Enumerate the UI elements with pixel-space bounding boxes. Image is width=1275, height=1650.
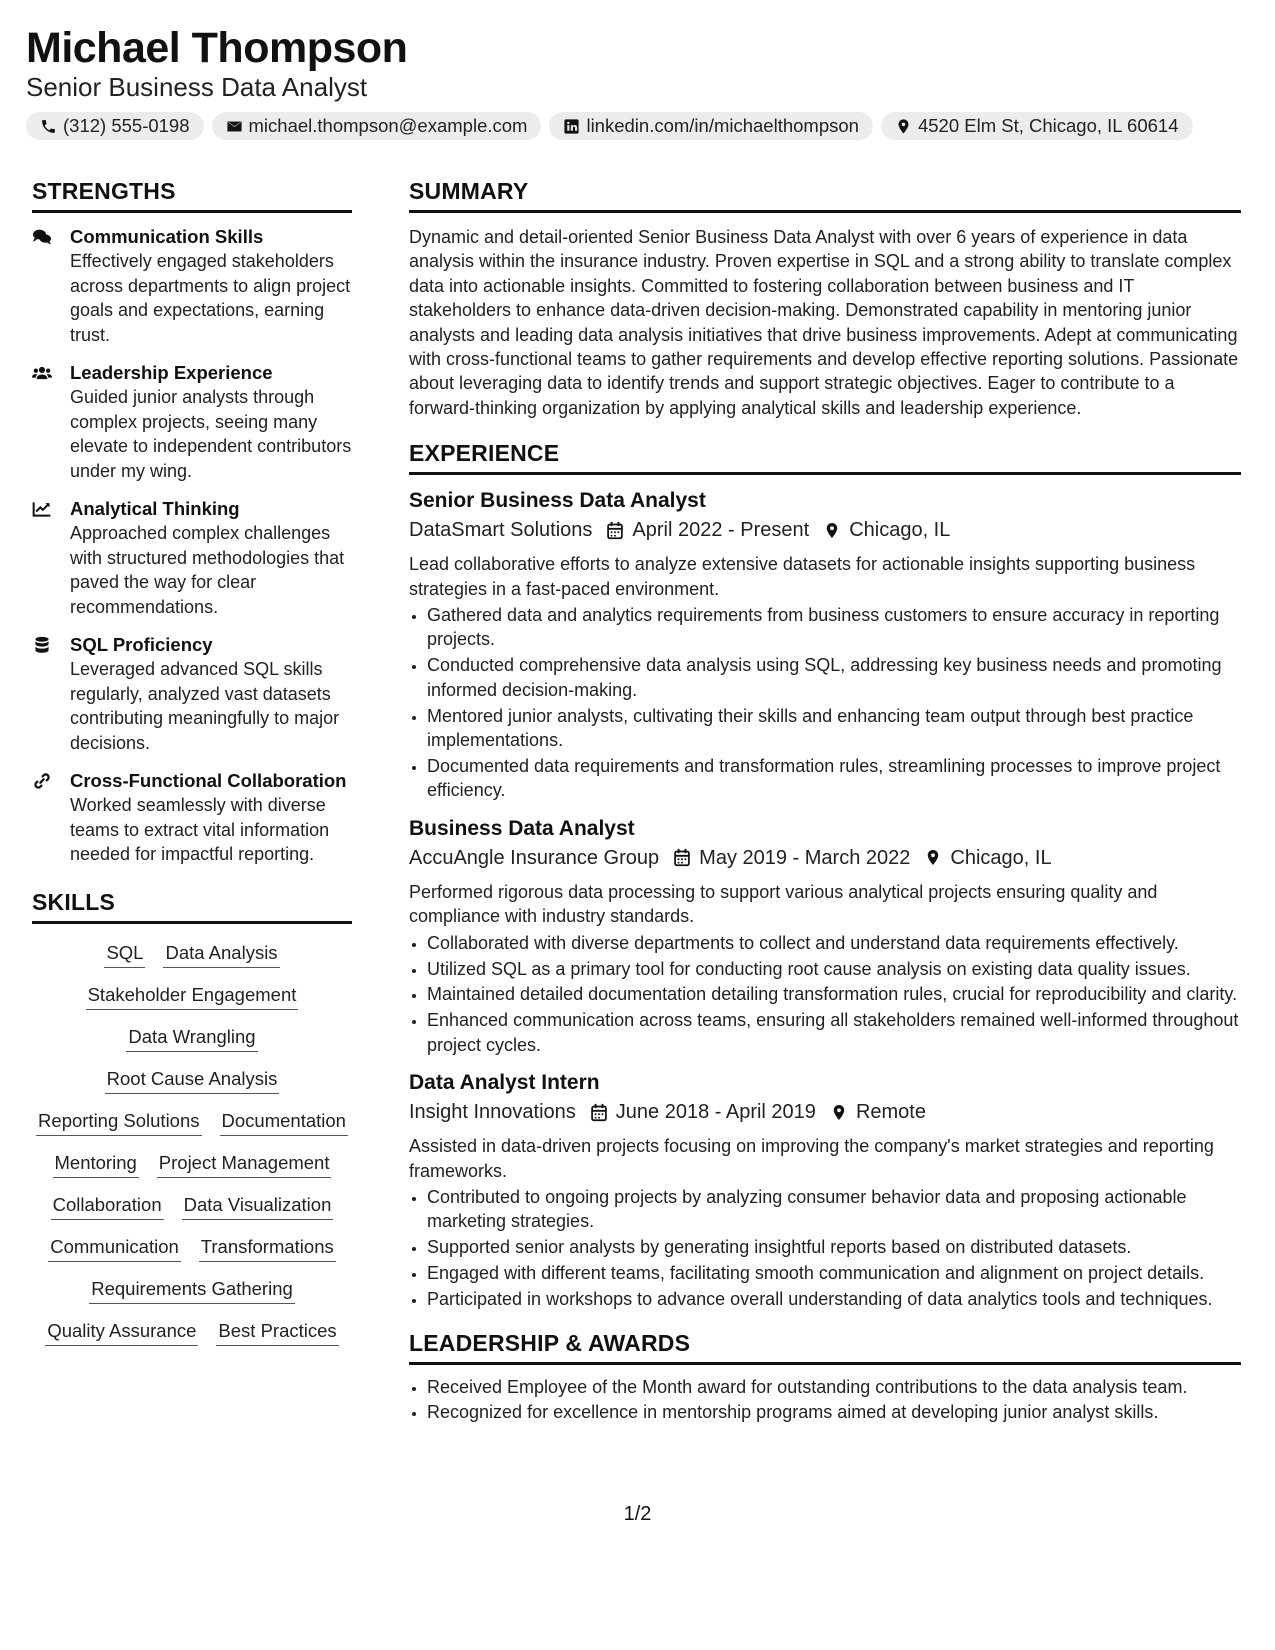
skill-tag: Quality Assurance [45, 1318, 198, 1346]
list-item: • Documented data requirements and transformation rules, streamlining processes to improve project efficiency. [427, 754, 1241, 803]
job-location: Remote [855, 1101, 926, 1124]
skill-tag: Best Practices [216, 1318, 338, 1346]
strength-title: Cross-Functional Collaboration [70, 770, 347, 791]
skill-tag: Requirements Gathering [89, 1276, 295, 1304]
page-indicator: 1/2 [623, 1503, 652, 1525]
job-company: Insight Innovations [409, 1101, 576, 1124]
job-dates: June 2018 - April 2019 [615, 1101, 816, 1124]
comments-icon [32, 228, 52, 246]
job-description: Performed rigorous data processing to support various analytical projects ensuring quality and compliance with industry standards. [409, 881, 1158, 927]
job-location: Chicago, IL [950, 846, 1052, 869]
strength-desc: Worked seamlessly with diverse teams to extract vital information needed for impactful reporting. [70, 795, 330, 864]
skill-tag: SQL [104, 940, 145, 968]
job-entry [409, 1069, 1241, 1311]
strength-item [32, 361, 352, 483]
job-description: Lead collaborative efforts to analyze extensive datasets for actionable insights supporting business strategies in a fast-paced environment. [409, 554, 1196, 599]
strengths-heading: STRENGTHS [32, 178, 352, 213]
location-pin-icon [924, 848, 942, 867]
resume-header [26, 22, 1251, 140]
skill-tag: Reporting Solutions [36, 1108, 201, 1136]
phone-icon [40, 118, 57, 135]
list-item: • Participated in workshops to advance overall understanding of data analytics tools and techniques. [427, 1287, 1241, 1311]
strength-item [32, 769, 352, 867]
list-item: • Mentored junior analysts, cultivating their skills and enhancing team output through best practice implementations. [427, 704, 1241, 753]
job-meta [409, 515, 1241, 545]
left-column [32, 178, 352, 1346]
strength-title: SQL Proficiency [70, 634, 213, 655]
list-item: • Engaged with different teams, facilitating smooth communication and alignment on project details. [427, 1261, 1241, 1285]
job-entry [409, 815, 1241, 1057]
skill-tag: Data Wrangling [126, 1024, 257, 1052]
experience-heading: EXPERIENCE [409, 440, 1241, 475]
strength-desc: Leveraged advanced SQL skills regularly, analyzed vast datasets contributing meaningfully to major decisions. [70, 659, 340, 753]
linkedin-text: linkedin.com/in/michaelthompson [586, 115, 859, 136]
users-icon [32, 364, 52, 382]
list-item: • Recognized for excellence in mentorship programs aimed at developing junior analyst skills. [427, 1400, 1241, 1424]
list-item: • Received Employee of the Month award for outstanding contributions to the data analysis team. [427, 1375, 1241, 1399]
awards-list [409, 1375, 1241, 1425]
skill-tag: Documentation [220, 1108, 348, 1136]
database-icon [32, 636, 52, 654]
job-meta [409, 1097, 1241, 1127]
skill-tag: Stakeholder Engagement [86, 982, 299, 1010]
job-title: Data Analyst Intern [409, 1071, 600, 1095]
job-description: Assisted in data-driven projects focusing on improving the company's market strategies and reporting frameworks. [409, 1136, 1214, 1181]
job-dates: May 2019 - March 2022 [699, 846, 911, 869]
location-pin-icon [895, 118, 912, 135]
contact-bar [26, 112, 1251, 140]
strength-desc: Effectively engaged stakeholders across departments to align project goals and expectations, earning trust. [70, 251, 351, 345]
skill-tag: Data Visualization [182, 1192, 334, 1220]
strength-desc: Approached complex challenges with structured methodologies that paved the way for clear recommendations. [70, 523, 345, 617]
linkedin-icon [563, 118, 580, 135]
job-company: DataSmart Solutions [409, 519, 593, 542]
skill-tag: Transformations [199, 1234, 336, 1262]
address-text: 4520 Elm St, Chicago, IL 60614 [917, 115, 1179, 136]
strength-item [32, 633, 352, 755]
strength-title: Analytical Thinking [70, 498, 240, 519]
skill-tag: Root Cause Analysis [105, 1066, 280, 1094]
list-item: • Supported senior analysts by generating insightful reports based on distributed datasets. [427, 1235, 1241, 1259]
calendar-icon [590, 1103, 608, 1122]
list-item: • Maintained detailed documentation detailing transformation rules, crucial for reproducibility and clarity. [427, 982, 1241, 1006]
strength-item [32, 497, 352, 619]
contact-phone[interactable] [26, 112, 204, 140]
job-title: Senior Business Data Analyst [409, 489, 706, 513]
envelope-icon [226, 118, 243, 135]
list-item: • Conducted comprehensive data analysis using SQL, addressing key business needs and promoting informed decision-making. [427, 653, 1241, 702]
calendar-icon [673, 848, 691, 867]
skills-heading: SKILLS [32, 889, 352, 924]
summary-text: Dynamic and detail-oriented Senior Business Data Analyst with over 6 years of experience in data analysis within the insurance industry. Proven expertise in SQL and a strong ability to translate complex data into actionable insights. Committed to fostering collaboration between business and IT stakeholders to enhance data-driven decision-making. Demonstrated capability in mentoring junior analysts and leading data analysis initiatives that drive business improvements. Adept at communicating with cross-functional teams to gather requirements and develop effective reporting solutions. Passionate about leveraging data to identify trends and support strategic objectives. Eager to contribute to a forward-thinking organization by applying analytical skills and leadership experience. [409, 227, 1239, 418]
location-pin-icon [823, 521, 841, 540]
location-pin-icon [830, 1103, 848, 1122]
skill-tag: Collaboration [51, 1192, 164, 1220]
contact-address[interactable] [881, 112, 1193, 140]
skill-tag: Mentoring [53, 1150, 139, 1178]
candidate-title: Senior Business Data Analyst [26, 72, 368, 102]
job-company: AccuAngle Insurance Group [409, 846, 660, 869]
job-bullets [409, 603, 1241, 803]
contact-email[interactable] [212, 112, 542, 140]
skill-tag: Communication [48, 1234, 181, 1262]
strength-title: Leadership Experience [70, 362, 273, 383]
strength-item [32, 225, 352, 347]
strength-title: Communication Skills [70, 226, 264, 247]
job-dates: April 2022 - Present [632, 519, 810, 542]
strength-desc: Guided junior analysts through complex projects, seeing many elevate to independent contributors under my wing. [70, 387, 352, 481]
skills-list [32, 940, 352, 1346]
summary-heading: SUMMARY [409, 178, 1241, 213]
job-bullets [409, 1185, 1241, 1312]
list-item: • Collaborated with diverse departments to collect and understand data requirements effectively. [427, 931, 1241, 955]
job-location: Chicago, IL [849, 519, 951, 542]
list-item: • Gathered data and analytics requirements from business customers to ensure accuracy in reporting projects. [427, 603, 1241, 652]
awards-heading: LEADERSHIP & AWARDS [409, 1330, 1241, 1365]
list-item: • Utilized SQL as a primary tool for conducting root cause analysis on existing data quality issues. [427, 957, 1241, 981]
email-text: michael.thompson@example.com [248, 115, 528, 136]
link-icon [32, 772, 52, 790]
job-meta [409, 843, 1241, 873]
phone-text: (312) 555-0198 [63, 115, 190, 136]
candidate-name: Michael Thompson [26, 24, 408, 72]
list-item: • Contributed to ongoing projects by analyzing consumer behavior data and proposing actionable marketing strategies. [427, 1185, 1241, 1234]
right-column [409, 178, 1241, 1426]
contact-linkedin[interactable] [549, 112, 873, 140]
job-entry [409, 487, 1241, 803]
calendar-icon [606, 521, 624, 540]
line-chart-icon [32, 500, 52, 518]
job-bullets [409, 931, 1241, 1058]
job-title: Business Data Analyst [409, 816, 635, 840]
skill-tag: Project Management [157, 1150, 332, 1178]
skill-tag: Data Analysis [163, 940, 279, 968]
list-item: • Enhanced communication across teams, ensuring all stakeholders remained well-informed throughout project cycles. [427, 1008, 1241, 1057]
